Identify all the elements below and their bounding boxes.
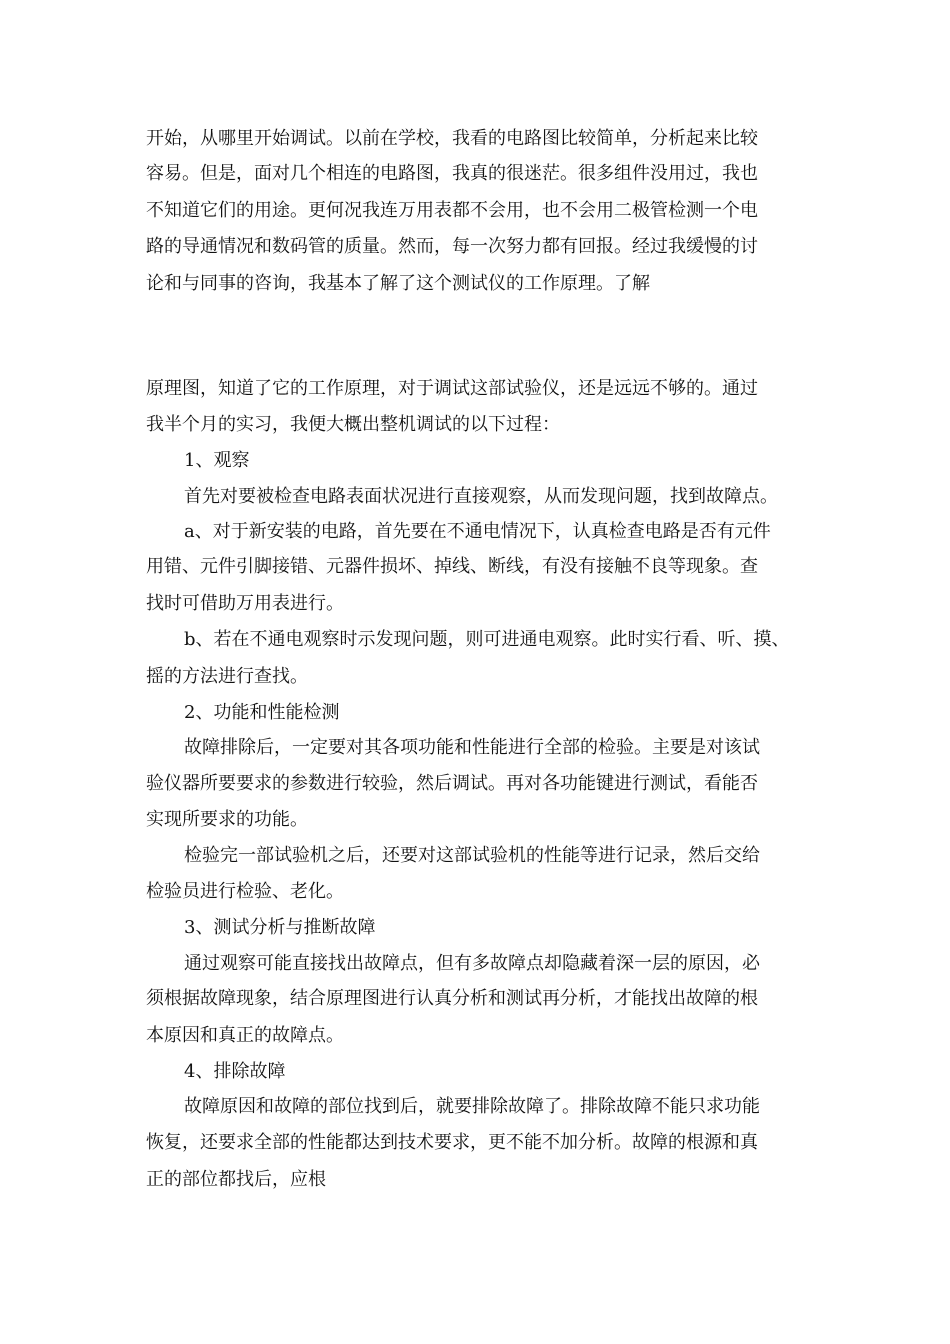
section-heading: 4、排除故障	[184, 1061, 286, 1082]
paragraph-line: 检验员进行检验、老化。	[146, 881, 344, 902]
paragraph-line: 原理图，知道了它的工作原理，对于调试这部试验仪，还是远远不够的。通过	[146, 378, 758, 399]
paragraph-line: 用错、元件引脚接错、元器件损坏、掉线、断线，有没有接触不良等现象。查	[146, 556, 758, 577]
paragraph-line: 实现所要求的功能。	[146, 809, 308, 830]
section-heading: 3、测试分析与推断故障	[184, 917, 376, 938]
paragraph-line: 故障原因和故障的部位找到后，就要排除故障了。排除故障不能只求功能	[184, 1096, 760, 1117]
paragraph-line: 验仪器所要要求的参数进行较验，然后调试。再对各功能键进行测试，看能否	[146, 773, 758, 794]
section-heading: 2、功能和性能检测	[184, 702, 340, 723]
paragraph-line: a、对于新安装的电路，首先要在不通电情况下，认真检查电路是否有元件	[184, 521, 771, 542]
paragraph-line: 须根据故障现象，结合原理图进行认真分析和测试再分析，才能找出故障的根	[146, 988, 758, 1009]
paragraph-line: 摇的方法进行查找。	[146, 666, 308, 687]
paragraph-line: b、若在不通电观察时示发现问题，则可进通电观察。此时实行看、听、摸、	[184, 629, 790, 650]
paragraph-line: 路的导通情况和数码管的质量。然而，每一次努力都有回报。经过我缓慢的讨	[146, 236, 758, 257]
paragraph-line: 首先对要被检查电路表面状况进行直接观察，从而发现问题，找到故障点。	[184, 486, 778, 507]
section-heading: 1、观察	[184, 450, 250, 471]
paragraph-line: 通过观察可能直接找出故障点，但有多故障点却隐藏着深一层的原因，必	[184, 953, 760, 974]
paragraph-line: 不知道它们的用途。更何况我连万用表都不会用，也不会用二极管检测一个电	[146, 200, 758, 221]
paragraph-line: 开始，从哪里开始调试。以前在学校，我看的电路图比较简单，分析起来比较	[146, 128, 758, 149]
paragraph-line: 论和与同事的咨询，我基本了解了这个测试仪的工作原理。了解	[146, 273, 650, 294]
paragraph-line: 故障排除后，一定要对其各项功能和性能进行全部的检验。主要是对该试	[184, 737, 760, 758]
paragraph-line: 检验完一部试验机之后，还要对这部试验机的性能等进行记录，然后交给	[184, 845, 760, 866]
paragraph-line: 我半个月的实习，我便大概出整机调试的以下过程：	[146, 414, 560, 435]
paragraph-line: 正的部位都找后，应根	[146, 1169, 326, 1190]
paragraph-line: 容易。但是，面对几个相连的电路图，我真的很迷茫。很多组件没用过，我也	[146, 163, 758, 184]
paragraph-line: 找时可借助万用表进行。	[146, 593, 344, 614]
paragraph-line: 恢复，还要求全部的性能都达到技术要求，更不能不加分析。故障的根源和真	[146, 1132, 758, 1153]
paragraph-line: 本原因和真正的故障点。	[146, 1025, 344, 1046]
